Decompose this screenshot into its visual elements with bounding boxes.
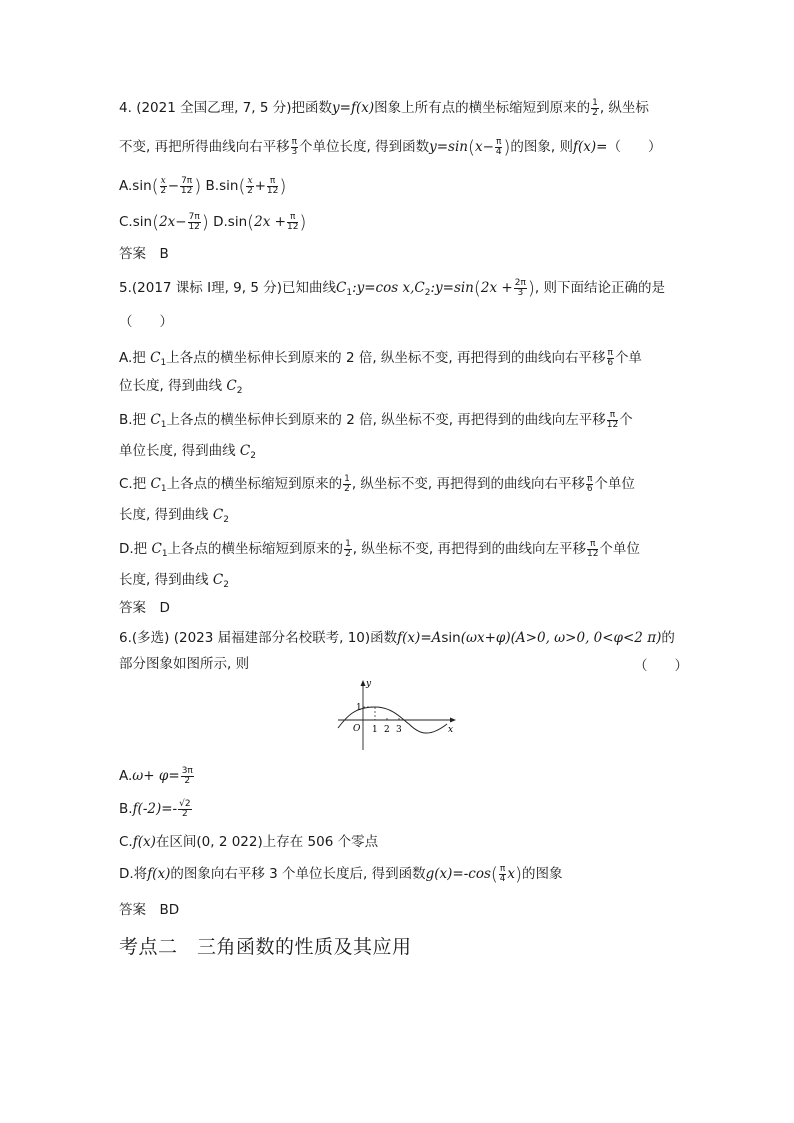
q6-answer: 答案 BD [119, 902, 180, 918]
q4-stem-line2: 不变, 再把所得曲线向右平移 $\frac{\pi}{3}$ 个单位长度, 得到函数y=sin(x− $\frac{\pi}{4}$ )的图象, 则f(x)=（ ） [119, 136, 662, 158]
graph-x-two-label: 2 [384, 725, 390, 735]
graph-y-label: y [366, 679, 372, 689]
q4-answer: 答案 B [119, 246, 169, 262]
graph-origin-label: O [353, 724, 361, 734]
q5-stem-line1: 5.(2017 课标 Ⅰ理, 9, 5 分)已知曲线$C_1:y=\cos$ $x,C_2:y=\sin(2x$ + $\frac{2\pi}{3}$ ), 则下面结论正确的是 [119, 277, 666, 299]
q4-option-a: A.sin( $\frac{x}{2}$ − $\frac{7\pi}{12}$ ) [119, 175, 202, 197]
q5-source: (2017 课标 Ⅰ理, 9, 5 分) [131, 280, 282, 296]
q5-option-d-line1: D.把 $C_1$上各点的横坐标缩短到原来的 $\frac{1}{2}$ , 纵坐标不变, 再把得到的曲线向左平移 $\frac{\pi}{12}$ 个单位 [119, 538, 640, 559]
section-heading: 考点二 三角函数的性质及其应用 [119, 936, 412, 958]
q6-option-d: D.将f(x)的图象向右平移 3 个单位长度后, 得到函数g(x)=-cos( $\frac{\pi}{4}$ x)的图象 [119, 863, 563, 885]
q6-option-c: C.f(x)在区间(0, 2 022)上存在 506 个零点 [119, 834, 379, 850]
q4-option-b: B.sin( $\frac{x}{2}$ + $\frac{\pi}{12}$ ) [205, 175, 287, 197]
q5-option-c-line1: C.把 $C_1$上各点的横坐标缩短到原来的 $\frac{1}{2}$ , 纵坐标不变, 再把得到的曲线向右平移 $\frac{\pi}{6}$ 个单位 [119, 473, 635, 494]
q6-number: 6. [119, 630, 132, 646]
fraction: $\frac{1}{2}$ [592, 97, 598, 118]
q4-options-ab [119, 176, 286, 197]
graph-x-one-label: 1 [372, 725, 378, 735]
q6-stem-line1: 6.(多选) (2023 届福建部分名校联考, 10)函数f(x)=Asin(ωx+φ)(A>0, ω>0, 0<φ<2 π)的 [119, 630, 675, 646]
q4-option-c: C.sin(2x− $\frac{7\pi}{12}$ ) [119, 211, 209, 233]
q6-option-b: B.f(-2)=- $\frac{√2}{2}$ [119, 798, 191, 819]
q5-option-a-line2: 位长度, 得到曲线 $C_2$ [119, 378, 243, 396]
graph-x-three-label: 3 [396, 725, 402, 735]
q6-source: (多选) (2023 届福建部分名校联考, 10) [131, 630, 371, 646]
q4-number: 4. [119, 100, 132, 116]
q5-option-b-line2: 单位长度, 得到曲线 $C_2$ [119, 443, 256, 461]
x-axis-arrow [450, 718, 456, 723]
q6-paren: （ ） [634, 658, 688, 674]
graph-x-label: x [448, 725, 454, 735]
q5-option-c-line2: 长度, 得到曲线 $C_2$ [119, 507, 229, 525]
graph-y-one-label: 1 [356, 703, 362, 713]
q6-sine-graph [335, 676, 460, 751]
q6-stem-line2: 部分图象如图所示, 则 [119, 656, 250, 672]
q5-option-d-line2: 长度, 得到曲线 $C_2$ [119, 572, 229, 590]
q4-option-d: D.sin(2x + $\frac{\pi}{12}$ ) [213, 211, 307, 233]
q5-number: 5. [119, 280, 132, 296]
q5-option-a-line1: A.把 $C_1$上各点的横坐标伸长到原来的 2 倍, 纵坐标不变, 再把得到的曲线向右平移 $\frac{\pi}{6}$ 个单 [119, 347, 642, 368]
q4-options-cd [119, 212, 306, 233]
y-axis-arrow [361, 680, 366, 686]
q6-option-a: A.ω+ φ= $\frac{3\pi}{2}$ [119, 765, 193, 786]
q4-source: (2021 全国乙理, 7, 5 分) [136, 100, 292, 116]
q5-option-b-line1: B.把 $C_1$上各点的横坐标伸长到原来的 2 倍, 纵坐标不变, 再把得到的曲线向左平移 $\frac{\pi}{12}$ 个 [119, 409, 633, 430]
q5-paren: （ ） [119, 314, 173, 330]
q5-answer: 答案 D [119, 600, 170, 616]
q4-stem-line1: 4. (2021 全国乙理, 7, 5 分)把函数y=f(x)图象上所有点的横坐标缩短到原来的 $\frac{1}{2}$ , 纵坐标 [119, 97, 649, 118]
